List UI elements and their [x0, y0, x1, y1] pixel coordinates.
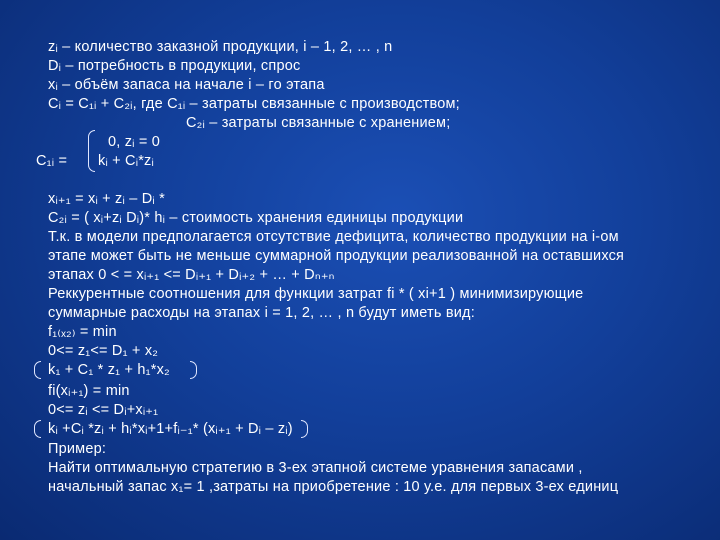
text-line-4: Cᵢ = C₁ᵢ + C₂ᵢ, где C₁ᵢ – затраты связанные с производством;: [48, 96, 460, 112]
piecewise-label: C₁ᵢ =: [36, 153, 68, 169]
bracket-left-1: [34, 361, 41, 379]
text-line-22: Найти оптимальную стратегию в 3-ех этапной системе уравнения запасами ,: [48, 460, 583, 476]
bracket-right-2: [301, 420, 308, 438]
bracket-right-1: [190, 361, 197, 379]
text-line-3: xᵢ – объём запаса на начале i – го этапа: [48, 77, 325, 93]
text-line-1: zᵢ – количество заказной продукции, i – 1, 2, … , n: [48, 39, 393, 55]
text-line-14: суммарные расходы на этапах i = 1, 2, … , n будут иметь вид:: [48, 305, 475, 321]
text-line-11: этапе может быть не меньше суммарной продукции реализованной на оставшихся: [48, 248, 625, 264]
text-line-16: 0<= z₁<= D₁ + x₂: [48, 343, 159, 359]
left-brace: [88, 130, 95, 172]
text-line-20: kᵢ +Cᵢ *zᵢ + hᵢ*xᵢ+1+fᵢ₋₁* (xᵢ₊₁ + Dᵢ – zᵢ): [48, 421, 293, 437]
piecewise-case-2: kᵢ + Cᵢ*zᵢ: [98, 153, 154, 169]
bracket-left-2: [34, 420, 41, 438]
text-line-19: 0<= zᵢ <= Dᵢ+xᵢ₊₁: [48, 402, 159, 418]
text-line-15: f₁₍ₓ₂₎ = min: [48, 324, 117, 340]
text-line-17: k₁ + C₁ * z₁ + h₁*x₂: [48, 362, 170, 378]
text-line-13: Реккурентные соотношения для функции затрат fi * ( xi+1 ) минимизирующие: [48, 286, 584, 302]
text-line-18: fi(xᵢ₊₁) = min: [48, 383, 130, 399]
piecewise-case-1: 0, zᵢ = 0: [108, 134, 161, 150]
text-line-23: начальный запас x₁= 1 ,затраты на приобретение : 10 у.е. для первых 3-ех единиц: [48, 479, 619, 495]
text-line-5: C₂ᵢ – затраты связанные с хранением;: [186, 115, 451, 131]
text-line-12: этапах 0 < = xᵢ₊₁ <= Dᵢ₊₁ + Dᵢ₊₂ + … + Dₙ₊ₙ: [48, 267, 335, 283]
text-line-10: Т.к. в модели предполагается отсутствие дефицита, количество продукции на i-ом: [48, 229, 619, 245]
text-line-21: Пример:: [48, 441, 107, 457]
text-line-9: C₂ᵢ = ( xᵢ+zᵢ Dᵢ)* hᵢ – стоимость хранения единицы продукции: [48, 210, 464, 226]
text-line-8: xᵢ₊₁ = xᵢ + zᵢ – Dᵢ *: [48, 191, 165, 207]
text-line-2: Dᵢ – потребность в продукции, спрос: [48, 58, 301, 74]
